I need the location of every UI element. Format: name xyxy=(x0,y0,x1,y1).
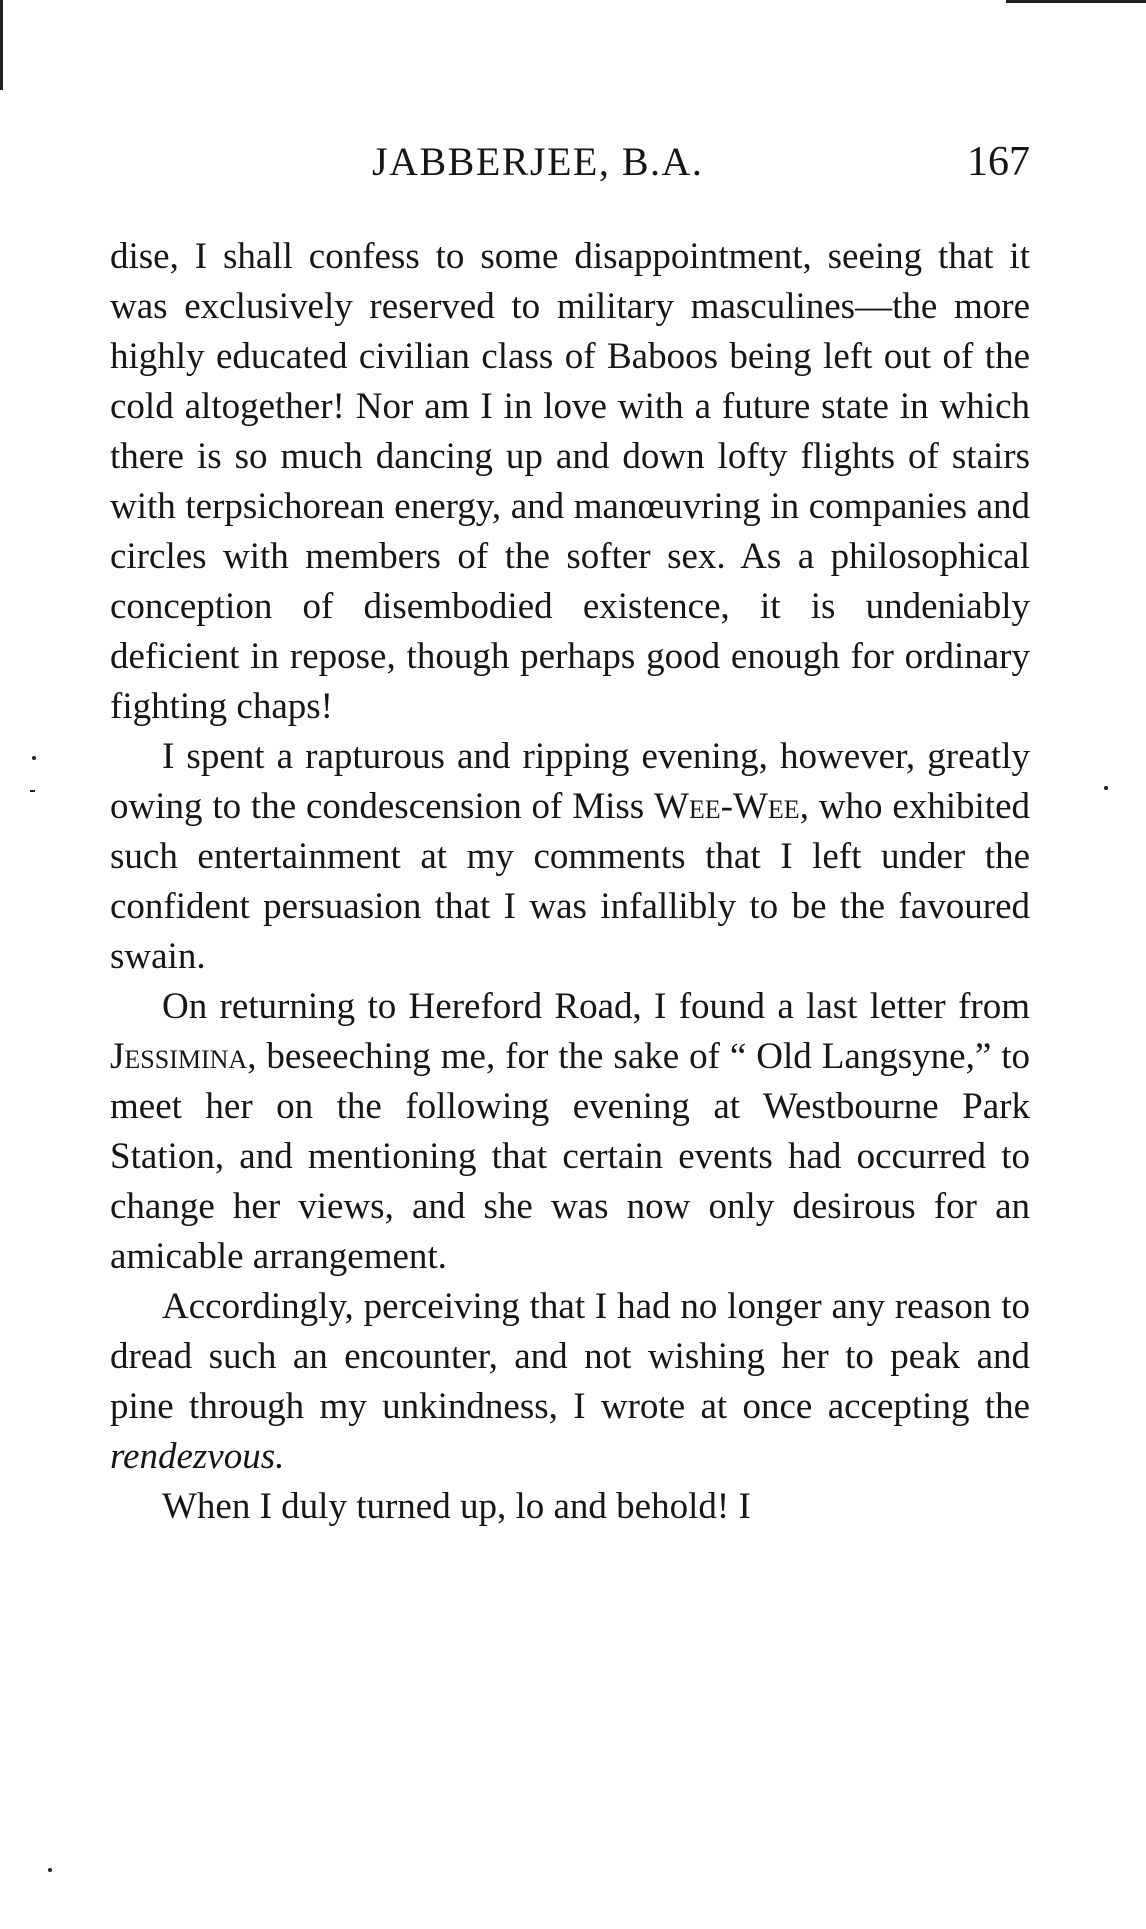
scan-edge-left xyxy=(0,0,3,90)
paragraph: When I duly turned up, lo and behold! I xyxy=(162,1486,751,1527)
page-header xyxy=(110,130,1030,190)
italic-term: rendezvous. xyxy=(110,1436,285,1477)
paragraph-continued: dise, I shall confess to some disappointment, seeing that it was exclusively reserved to military masculines—the more highly educated civilian class of Baboos being left out of the cold altogether! Nor am I in love with a future state in which there is so much dancing up and down lofty flights of stairs with terpsichorean energy, and manœuvring in companies and circles with members of the softer sex. As a philosophical conception of disembodied existence, it is undeniably deficient in repose, though perhaps good enough for ordinary fighting chaps! xyxy=(110,236,1030,727)
character-name: Wee-Wee xyxy=(654,786,800,827)
scan-speck xyxy=(32,756,36,760)
character-name: Jessimina xyxy=(110,1036,248,1077)
paragraph: Accordingly, perceiving that I had no longer any reason to dread such an encounter, and not wishing her to peak and pine through my unkindness, I wrote at once accepting the rendezvous. xyxy=(110,1286,1030,1477)
paragraph: On returning to Hereford Road, I found a last letter from Jessimina, beseeching me, for the sake of “ Old Langsyne,” to meet her on the following evening at Westbourne Park Station, and mentioning that certain events had occurred to change her views, and she was now only desirous for an amicable arrangement. xyxy=(110,986,1030,1277)
body-text xyxy=(110,232,1030,1532)
scan-speck xyxy=(1104,786,1108,790)
paragraph: I spent a rapturous and ripping evening, however, greatly owing to the condescension of Miss Wee-Wee, who exhibited such entertainment at my comments that I left under the confident persuasion that I was infallibly to be the favoured swain. xyxy=(110,736,1031,977)
running-title: JABBERJEE, B.A. xyxy=(372,139,704,184)
scan-speck xyxy=(48,1868,52,1872)
page-number: 167 xyxy=(967,139,1030,185)
scan-edge-top xyxy=(1006,0,1146,3)
scan-speck xyxy=(30,790,35,792)
